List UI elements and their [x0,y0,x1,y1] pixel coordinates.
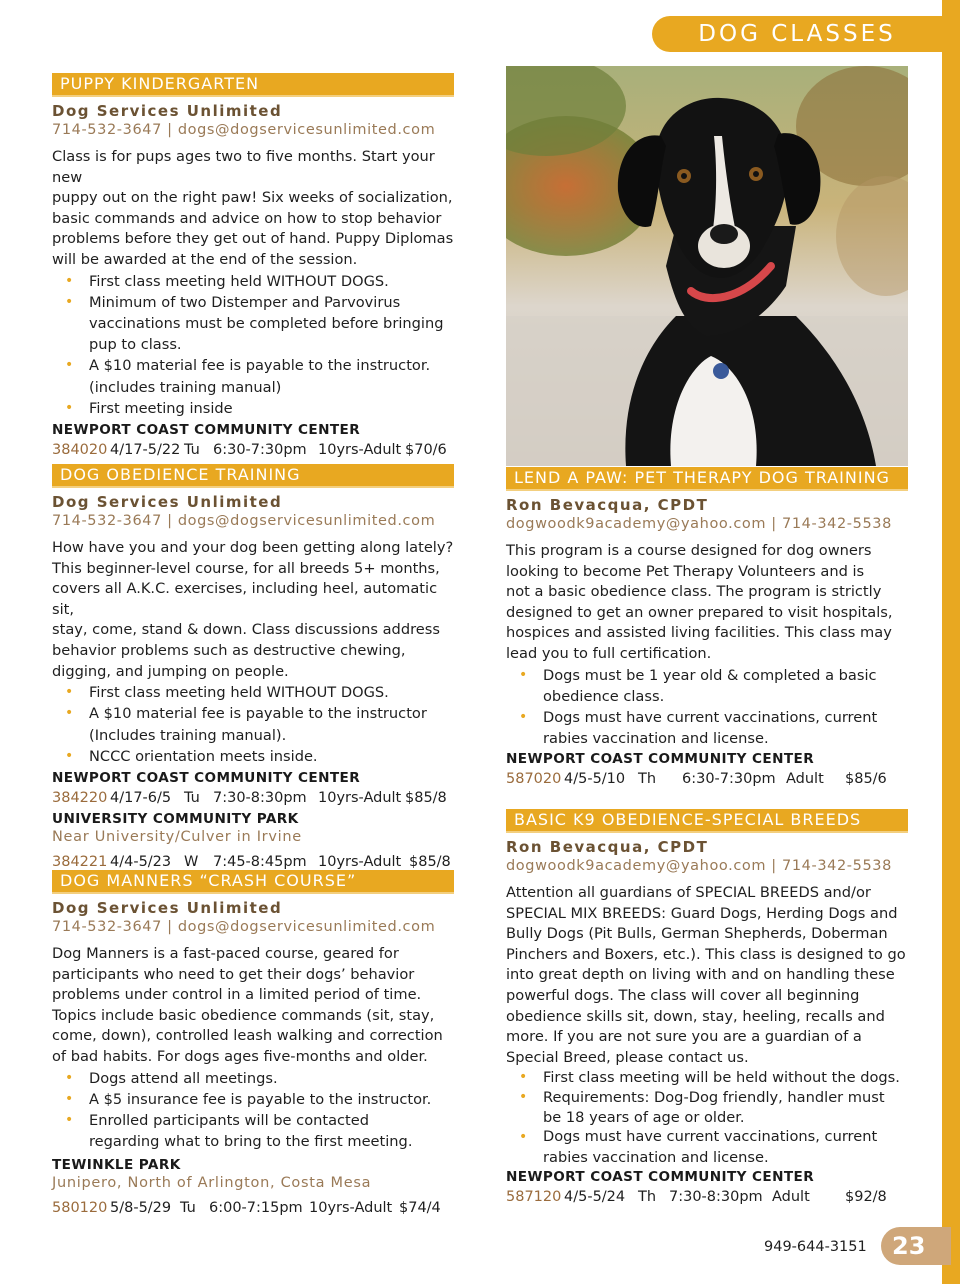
class-day: Tu [184,441,200,458]
list-item: • A $5 insurance fee is payable to the instructor. [89,1089,454,1110]
location-note: Junipero, North of Arlington, Costa Mesa [52,1175,372,1192]
class-dates: 4/4-5/23 [110,853,172,870]
desc-line: participants who need to get their dogs’ behavior [52,965,415,983]
bullet-icon: • [65,705,74,722]
bullet-icon: • [65,1090,74,1107]
desc-line: hospices and assisted living facilities. This class may [506,624,892,642]
desc-line: Topics include basic obedience commands (sit, stay, [52,1006,435,1024]
requirement-list [52,271,454,419]
list-item: • Requirements: Dog-Dog friendly, handler must be 18 years of age or older. [519,1088,885,1126]
class-ages: Adult [772,1189,810,1206]
list-item: • First class meeting held WITHOUT DOGS. [89,271,454,292]
dog-photo-illustration [506,66,908,466]
desc-line: Class is for pups ages two to five months. Start your new [52,148,435,186]
class-title-bar: DOG OBEDIENCE TRAINING [52,464,454,488]
desc-line: into great depth on living with and on handling these [506,966,895,984]
provider-contact: 714-532-3647 | dogs@dogservicesunlimited.com [52,513,436,529]
class-fee: $85/8 [409,853,451,870]
class-dates: 4/5-5/10 [564,771,626,788]
class-dog-obedience-training [52,464,454,872]
class-day: W [184,853,199,870]
list-item: • Dogs must have current vaccinations, current rabies vaccination and license. [519,708,878,748]
class-time: 7:45-8:45pm [213,853,307,870]
bullet-icon: • [65,272,74,289]
footer-phone: 949-644-3151 [764,1239,867,1255]
desc-line: Bully Dogs (Pit Bulls, German Shepherds, Doberman [506,925,888,943]
list-item: • Dogs must have current vaccinations, current rabies vaccination and license. [519,1128,878,1166]
class-time: 6:30-7:30pm [213,441,307,458]
requirement-list [52,1068,454,1153]
bullet-icon: • [65,293,74,310]
class-code[interactable]: 384020 [52,441,108,458]
provider-contact: 714-532-3647 | dogs@dogservicesunlimited.com [52,919,436,935]
desc-line: Special Breed, please contact us. [506,1048,749,1066]
desc-line: SPECIAL MIX BREEDS: Guard Dogs, Herding Dogs and [506,904,898,922]
class-fee: $85/8 [405,789,447,806]
location-name: NEWPORT COAST COMMUNITY CENTER [506,751,815,768]
list-item: • Minimum of two Distemper and Parvovirus vaccinations must be completed before bringing pup to class. [65,293,444,354]
schedule-row [52,852,454,872]
class-time: 7:30-8:30pm [669,1189,763,1206]
class-title-bar: PUPPY KINDERGARTEN [52,73,454,97]
class-title-bar: DOG MANNERS “CRASH COURSE” [52,870,454,894]
list-item: • A $10 material fee is payable to the instructor. (includes training manual) [65,357,431,396]
desc-line: more. If you are not sure you are a guardian of a [506,1028,862,1046]
bullet-icon: • [65,747,74,764]
class-time: 6:30-7:30pm [682,771,776,788]
bullet-icon: • [519,1088,528,1105]
class-description [52,944,454,1068]
class-title-bar: LEND A PAW: PET THERAPY DOG TRAINING [506,467,908,491]
class-dog-manners-crash-course [52,870,454,1218]
class-time: 7:30-8:30pm [213,789,307,806]
class-dates: 4/17-6/5 [110,789,172,806]
list-item: • Dogs must be 1 year old & completed a basic obedience class. [519,666,877,705]
bullet-icon: • [65,684,74,701]
desc-line: Attention all guardians of SPECIAL BREEDS and/or [506,884,871,901]
provider-contact: dogwoodk9academy@yahoo.com | 714-342-5538 [506,858,892,874]
section-header-band [652,16,942,52]
desc-line: powerful dogs. The class will cover all beginning [506,986,860,1004]
provider-contact: 714-532-3647 | dogs@dogservicesunlimited.com [52,122,436,138]
requirement-list [52,682,454,767]
class-fee: $92/8 [845,1189,887,1206]
bullet-icon: • [519,666,528,683]
desc-line: not a basic obedience class. The program is strictly [506,583,882,601]
class-description [506,541,908,665]
class-pet-therapy-dog-training [506,467,908,789]
location-name: UNIVERSITY COMMUNITY PARK [52,810,299,827]
class-fee: $74/4 [399,1200,441,1217]
bullet-icon: • [65,357,74,374]
list-item: • Dogs attend all meetings. [89,1068,454,1089]
provider-name: Ron Bevacqua, CPDT [506,496,709,514]
provider-name: Ron Bevacqua, CPDT [506,838,709,856]
schedule-row [52,788,454,808]
desc-line: Dog Manners is a fast-paced course, geared for [52,945,399,962]
class-day: Th [638,1189,657,1206]
desc-line: of bad habits. For dogs ages five-months and older. [52,1047,428,1065]
provider-name: Dog Services Unlimited [52,102,283,120]
class-ages: 10yrs-Adult [318,789,402,806]
desc-line: How have you and your dog been getting along lately? [52,539,454,556]
class-ages: 10yrs-Adult [318,853,402,870]
class-fee: $70/6 [405,441,447,458]
bullet-icon: • [519,708,528,725]
desc-line: will be awarded at the end of the session. [52,250,358,268]
desc-line: behavior problems such as destructive chewing, [52,641,406,659]
page-number-badge [881,1227,951,1265]
list-item: • First meeting inside [89,398,454,419]
class-day: Th [638,771,657,788]
class-description [52,147,454,271]
list-item: • First class meeting will be held without the dogs. [519,1069,900,1087]
schedule-row [52,440,454,460]
class-dates: 5/8-5/29 [110,1200,172,1217]
bullet-icon: • [65,399,74,416]
desc-line: stay, come, stand & down. Class discussions address [52,621,440,639]
list-item: • First class meeting held WITHOUT DOGS. [89,682,454,703]
desc-line: problems before they get out of hand. Puppy Diplomas [52,230,454,248]
desc-line: looking to become Pet Therapy Volunteers and is [506,562,865,580]
class-code[interactable]: 580120 [52,1200,108,1217]
list-item: • NCCC orientation meets inside. [89,746,454,767]
class-dates: 4/5-5/24 [564,1189,626,1206]
class-code[interactable]: 384221 [52,853,108,870]
desc-line: lead you to full certification. [506,644,712,662]
desc-line: Pinchers and Boxers, etc.). This class is designed to go [506,945,906,963]
class-day: Tu [180,1200,196,1217]
schedule-row [506,769,908,789]
bullet-icon: • [65,1111,74,1128]
provider-contact: dogwoodk9academy@yahoo.com | 714-342-5538 [506,516,892,532]
bullet-icon: • [65,1069,74,1086]
location-name: TEWINKLE PARK [52,1157,181,1174]
class-ages: Adult [786,771,824,788]
provider-name: Dog Services Unlimited [52,493,283,511]
requirement-list [506,1068,908,1168]
list-item: • Enrolled participants will be contacted regarding what to bring to the first meeting. [65,1111,413,1151]
location-name: NEWPORT COAST COMMUNITY CENTER [52,769,361,786]
class-fee: $85/6 [845,771,887,788]
class-basic-k9-special-breeds [506,809,908,1207]
requirement-list [506,665,908,750]
class-ages: 10yrs-Adult [309,1200,393,1217]
desc-line: puppy out on the right paw! Six weeks of socialization, [52,189,453,207]
page-number: 23 [892,1232,926,1260]
desc-line: designed to get an owner prepared to visit hospitals, [506,603,893,621]
class-time: 6:00-7:15pm [209,1200,303,1217]
desc-line: obedience skills sit, down, stay, heeling, recalls and [506,1007,885,1025]
page-edge-stripe [942,0,960,1284]
desc-line: basic commands and advice on how to stop behavior [52,209,442,227]
provider-name: Dog Services Unlimited [52,899,283,917]
class-code[interactable]: 384220 [52,789,108,806]
bullet-icon: • [519,1069,528,1086]
list-item: • A $10 material fee is payable to the instructor (Includes training manual). [65,705,427,744]
class-title-bar: BASIC K9 OBEDIENCE-SPECIAL BREEDS [506,809,908,833]
class-description [506,883,908,1068]
location-note: Near University/Culver in Irvine [52,828,302,845]
location-name: NEWPORT COAST COMMUNITY CENTER [506,1169,815,1186]
schedule-row [52,1198,454,1218]
page-title: DOG CLASSES [698,21,896,47]
desc-line: come, down), controlled leash walking and correction [52,1027,443,1045]
schedule-row [506,1187,908,1207]
desc-line: digging, and jumping on people. [52,662,289,680]
desc-line: covers all A.K.C. exercises, including heel, automatic sit, [52,580,438,618]
class-ages: 10yrs-Adult [318,441,402,458]
class-code[interactable]: 587120 [506,1189,562,1206]
bullet-icon: • [519,1129,528,1146]
class-code[interactable]: 587020 [506,771,562,788]
dog-photo [506,66,908,466]
class-day: Tu [184,789,200,806]
class-dates: 4/17-5/22 [110,441,181,458]
desc-line: This beginner-level course, for all breeds 5+ months, [52,559,440,577]
desc-line: This program is a course designed for dog owners [506,542,872,559]
class-puppy-kindergarten [52,73,454,460]
class-description [52,538,454,682]
desc-line: problems under control in a limited period of time. [52,986,422,1004]
location-name: NEWPORT COAST COMMUNITY CENTER [52,421,361,438]
